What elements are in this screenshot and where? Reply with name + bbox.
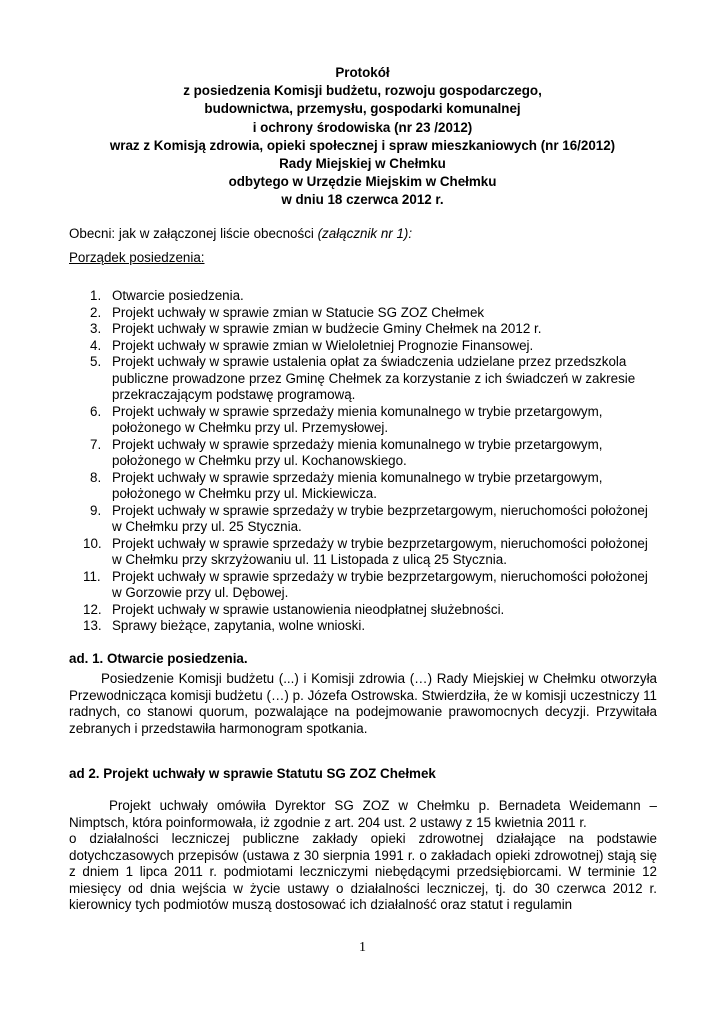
agenda-item <box>69 503 661 536</box>
agenda-item-text: Otwarcie posiedzenia. <box>112 288 244 303</box>
agenda-item-number: 9. <box>90 502 102 518</box>
agenda-item-text: położonego w Chełmku przy ul. Kochanowskiego. <box>112 453 407 468</box>
agenda-item-text: publiczne prowadzone przez Gminę Chełmek za korzystanie z ich świadczeń w zakresie <box>112 370 636 386</box>
agenda-item <box>69 354 661 404</box>
agenda-item-text: Projekt uchwały w sprawie zmian w budżecie Gminy Chełmek na 2012 r. <box>112 321 542 336</box>
agenda-item <box>69 404 661 437</box>
title-line: z posiedzenia Komisji budżetu, rozwoju gospodarczego, <box>183 83 542 99</box>
section2-paragraph-2: o działalności leczniczej publiczne zakłady opieki zdrowotnej działające na podstawie dotychczasowych przepisów (ustawa z 30 sierpnia 1991 r. o zakładach opieki zdrowotnej) stają się z dniem 1 lipca 2011 r. podmiotami leczniczymi niebędącymi przedsiębiorcami. W terminie 12 miesięcy od dnia wejścia w życie ustawy o działalności leczniczej, tj. do 30 czerwca 2012 r. kierownicy tych podmiotów muszą dostosować ich działalność oraz statut i regulamin <box>69 831 657 912</box>
agenda-item-text: w Chełmku przy ul. 25 Stycznia. <box>112 519 302 534</box>
section2-paragraph-1: Projekt uchwały omówiła Dyrektor SG ZOZ w Chełmku p. Bernadeta Weidemann – Nimptsch, która poinformowała, iż zgodnie z art. 204 ust. 2 ustawy z 15 kwietnia 2011 r. <box>69 798 657 830</box>
agenda-item-number: 7. <box>90 436 102 452</box>
agenda-item-text: Projekt uchwały w sprawie zmian w Wieloletniej Prognozie Finansowej. <box>112 337 534 353</box>
agenda-item-number: 1. <box>90 288 102 303</box>
agenda-item <box>69 618 661 635</box>
agenda-item-number: 11. <box>83 568 101 584</box>
agenda-item-number: 5. <box>90 354 102 369</box>
agenda-item-text: Projekt uchwały w sprawie sprzedaży w trybie bezprzetargowym, nieruchomości położonej <box>112 502 648 518</box>
document-title <box>70 64 655 210</box>
attachment-reference: (załącznik nr 1): <box>317 226 413 241</box>
agenda-item <box>69 536 661 569</box>
attendance-line <box>69 226 659 243</box>
agenda-item-number: 12. <box>83 601 102 617</box>
agenda-item-number: 6. <box>90 403 102 419</box>
agenda-heading: Porządek posiedzenia: <box>69 250 205 265</box>
title-line: budownictwa, przemysłu, gospodarki komunalnej <box>204 101 521 117</box>
agenda-item-text: Projekt uchwały w sprawie sprzedaży mienia komunalnego w trybie przetargowym, <box>112 469 603 485</box>
section1-heading: ad. 1. Otwarcie posiedzenia. <box>69 651 248 666</box>
agenda-item-number: 10. <box>83 535 102 551</box>
section1-paragraph-block <box>69 671 657 737</box>
page-number: 1 <box>359 940 366 955</box>
agenda-item-text: Projekt uchwały w sprawie sprzedaży mienia komunalnego w trybie przetargowym, <box>112 436 603 452</box>
agenda-item-number: 2. <box>90 304 102 320</box>
section2-paragraph-block <box>69 798 657 914</box>
attendance-text: Obecni: jak w załączonej liście obecności <box>69 226 318 241</box>
section2-heading: ad 2. Projekt uchwały w sprawie Statutu SG ZOZ Chełmek <box>69 766 436 781</box>
agenda-item-number: 13. <box>83 618 102 633</box>
title-line: wraz z Komisją zdrowia, opieki społecznej i spraw mieszkaniowych (nr 16/2012) <box>109 137 616 153</box>
title-line: w dniu 18 czerwca 2012 r. <box>281 192 444 208</box>
agenda-item-number: 3. <box>90 321 102 336</box>
title-line: Rady Miejskiej w Chełmku <box>279 156 446 172</box>
agenda-item-number: 4. <box>90 337 102 353</box>
agenda-item-text: Projekt uchwały w sprawie zmian w Statucie SG ZOZ Chełmek <box>112 304 485 320</box>
agenda-item <box>69 321 661 338</box>
agenda-item <box>69 305 661 322</box>
agenda-item-number: 8. <box>90 469 102 485</box>
agenda-item-text: Projekt uchwały w sprawie sprzedaży mienia komunalnego w trybie przetargowym, <box>112 403 603 419</box>
title-line: odbytego w Urzędzie Miejskim w Chełmku <box>228 174 497 190</box>
agenda-item-text: Projekt uchwały w sprawie sprzedaży w trybie bezprzetargowym, nieruchomości położonej <box>112 535 648 551</box>
agenda-item-text: przekraczającym podstawę programową. <box>112 387 356 402</box>
agenda-item <box>69 470 661 503</box>
agenda-item <box>69 569 661 602</box>
section1-paragraph: Posiedzenie Komisji budżetu (...) i Komisji zdrowia (…) Rady Miejskiej w Chełmku otworzyła Przewodnicząca komisji budżetu (…) p. Józefa Ostrowska. Stwierdziła, że w komisji uczestniczy 11 radnych, co stanowi quorum, pozwalające na podejmowanie prawomocnych decyzji. Przywitała zebranych i przedstawiła harmonogram spotkania. <box>69 671 657 736</box>
title-line: Protokół <box>335 65 390 80</box>
agenda-item-text: Projekt uchwały w sprawie ustanowienia nieodpłatnej służebności. <box>112 601 505 617</box>
agenda-item-text: w Gorzowie przy ul. Dębowej. <box>112 585 289 600</box>
agenda-item-text: położonego w Chełmku przy ul. Mickiewicza. <box>112 486 377 501</box>
agenda-item-text: Projekt uchwały w sprawie sprzedaży w trybie bezprzetargowym, nieruchomości położonej <box>112 568 648 584</box>
agenda-item <box>69 288 661 305</box>
agenda-item <box>69 602 661 619</box>
agenda-item-text: położonego w Chełmku przy ul. Przemysłowej. <box>112 420 389 435</box>
agenda-list <box>69 288 661 635</box>
agenda-item-text: w Chełmku przy skrzyżowaniu ul. 11 Listopada z ulicą 25 Stycznia. <box>112 552 507 567</box>
agenda-item <box>69 437 661 470</box>
agenda-item-text: Projekt uchwały w sprawie ustalenia opłat za świadczenia udzielane przez przedszkola <box>112 354 627 369</box>
title-line: i ochrony środowiska (nr 23 /2012) <box>252 119 473 135</box>
agenda-item <box>69 338 661 355</box>
agenda-item-text: Sprawy bieżące, zapytania, wolne wnioski. <box>112 618 366 633</box>
